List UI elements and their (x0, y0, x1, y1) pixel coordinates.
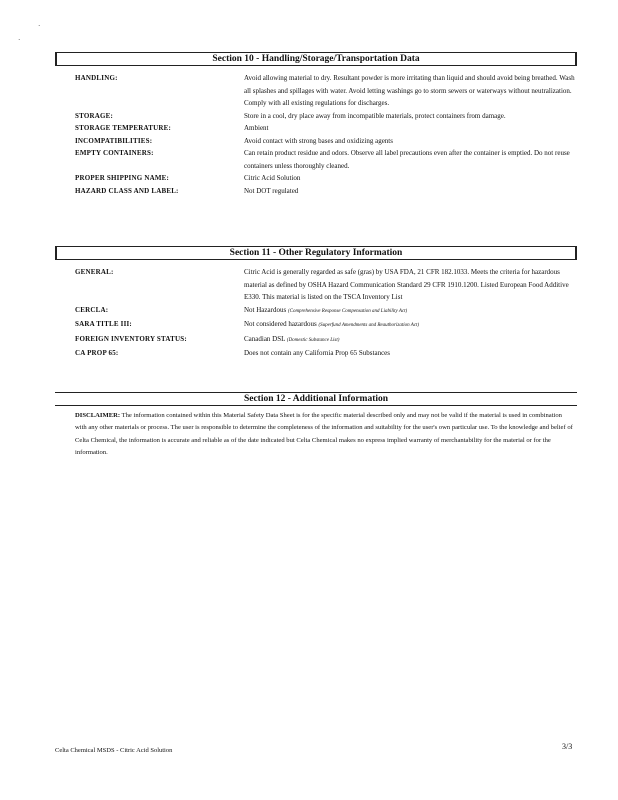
disclaimer (75, 410, 575, 459)
storage-temperature-row (75, 122, 575, 135)
field-label: STORAGE: (75, 111, 114, 120)
section-10-header: Section 10 - Handling/Storage/Transportation Data (55, 52, 577, 66)
field-label: CERCLA: (75, 305, 109, 314)
shipping-name-row (75, 172, 575, 185)
field-value: Avoid allowing material to dry. Resultant powder is more irritating than liquid and should avoid being breathed. Wash all splashes and spillages with water. Avoid letting washings go to storm sewers or waterways without neutralization. Comply with all existing regulations for discharges. (244, 74, 575, 107)
page-number: 3/3 (562, 742, 573, 751)
field-value: Store in a cool, dry place away from incompatible materials, protect containers from damage. (244, 111, 506, 120)
section-11-header: Section 11 - Other Regulatory Information (55, 246, 577, 260)
field-label: EMPTY CONTAINERS: (75, 149, 154, 157)
field-value: Not DOT regulated (244, 186, 299, 195)
field-label: PROPER SHIPPING NAME: (75, 174, 170, 182)
disclaimer-text: The information contained within this Material Safety Data Sheet is for the specific material described only and may not be valid if the material is used in combination with any other materials or process. The user is responsible to determine the completeness of the information and suitability for the user's own particular use. To the knowledge and belief of Celta Chemical, the information is accurate and reliable as of the date indicated but Celta Chemical makes no express implied warranty of merchantability for the material or for the information. (75, 412, 573, 456)
field-value: Citric Acid Solution (244, 174, 301, 182)
field-value: Ambient (244, 124, 269, 132)
disclaimer-label: DISCLAIMER: (75, 412, 121, 419)
sara-value: Not considered hazardous (244, 320, 317, 328)
field-value (244, 333, 575, 348)
hazard-class-row (75, 185, 575, 198)
general-row (75, 266, 575, 304)
field-value (244, 304, 575, 319)
field-label: HANDLING: (75, 74, 118, 82)
storage-row (75, 110, 575, 123)
field-value: Citric Acid is generally regarded as safe (gras) by USA FDA, 21 CFR 182.1033. Meets the criteria for hazardous material as defined by OSHA Hazard Communication Standard 29 CFR 1910.1200. Listed European Food Additive E330. This material is listed on the TSCA Inventory List (244, 268, 569, 301)
field-label: HAZARD CLASS AND LABEL: (75, 186, 179, 195)
scan-speck: · (38, 22, 41, 30)
foreign-inventory-row (75, 333, 575, 348)
foreign-note: (Domestic Substance List) (286, 337, 340, 343)
field-label: INCOMPATIBILITIES: (75, 136, 153, 145)
sara-note: (Superfund Amendments and Reauthorization Act) (318, 323, 420, 328)
field-value: Does not contain any California Prop 65 Substances (244, 349, 391, 357)
prop65-row (75, 347, 575, 360)
field-label: STORAGE TEMPERATURE: (75, 124, 171, 132)
cercla-value: Not Hazardous (244, 305, 287, 314)
incompatibilities-row (75, 135, 575, 148)
cercla-row (75, 304, 575, 319)
foreign-value: Canadian DSL (244, 334, 286, 343)
section-11-body (75, 266, 575, 360)
scan-speck: · (18, 36, 21, 44)
field-value (244, 318, 575, 333)
field-label: FOREIGN INVENTORY STATUS: (75, 334, 187, 343)
empty-containers-row (75, 147, 575, 172)
section-10-body (75, 72, 575, 197)
cercla-note: (Comprehensive Response Compensation and Liability Act) (287, 308, 408, 314)
field-label: CA PROP 65: (75, 349, 119, 357)
handling-row (75, 72, 575, 110)
section-12-header: Section 12 - Additional Information (55, 392, 577, 406)
field-label: GENERAL: (75, 268, 114, 276)
field-value: Avoid contact with strong bases and oxidizing agents (244, 136, 393, 145)
footer-document-title: Celta Chemical MSDS - Citric Acid Solution (55, 747, 173, 754)
field-value: Can retain product residue and odors. Observe all label precautions even after the container is emptied. Do not reuse containers unless thoroughly cleaned. (244, 149, 570, 170)
field-label: SARA TITLE III: (75, 320, 132, 328)
sara-row (75, 318, 575, 333)
